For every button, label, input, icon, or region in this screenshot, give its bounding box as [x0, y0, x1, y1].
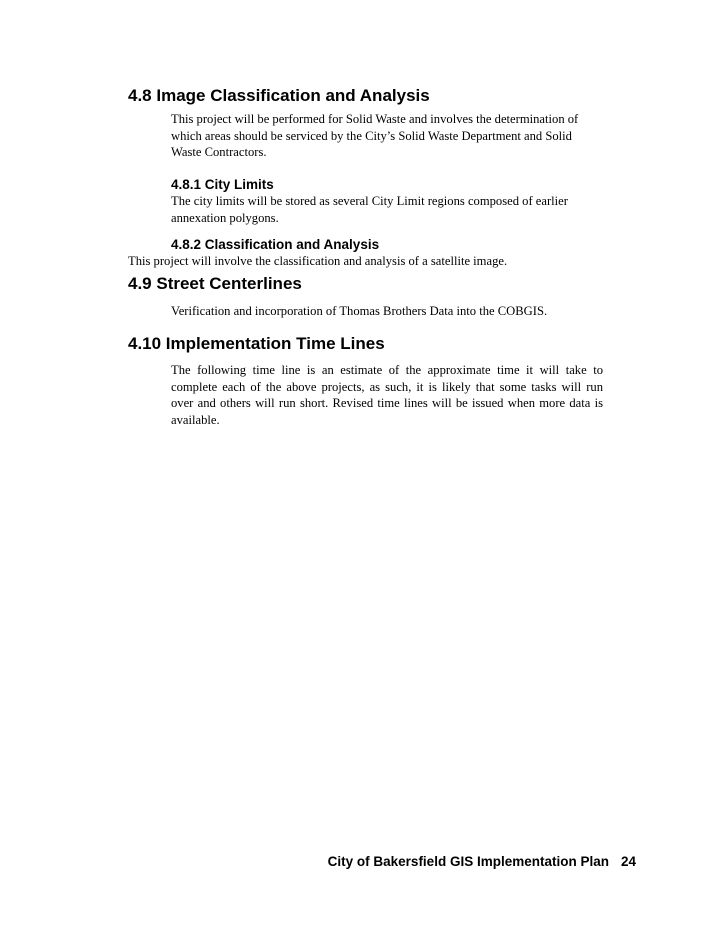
paragraph-line: This project will be performed for Solid Waste and involves the determination of: [171, 112, 579, 126]
paragraph-line: over and others will run short. Revised time lines will be issued when more data is: [171, 396, 603, 410]
paragraph-4-8-1: [171, 193, 603, 226]
page-footer: [328, 853, 636, 870]
page-number: 24: [620, 854, 636, 869]
paragraph-line: available.: [171, 412, 220, 427]
paragraph-line: The city limits will be stored as several City Limit regions composed of earlier: [171, 194, 568, 208]
paragraph-line: The following time line is an estimate of the approximate time it will take to: [171, 363, 603, 377]
paragraph-line: Waste Contractors.: [171, 145, 267, 159]
paragraph-line: which areas should be serviced by the City’s Solid Waste Department and Solid: [171, 128, 572, 143]
heading-4-8-2: 4.8.2 Classification and Analysis: [171, 237, 380, 252]
paragraph-line: annexation polygons.: [171, 210, 279, 225]
paragraph-4-10: [171, 362, 603, 428]
paragraph-line: complete each of the above projects, as such, it is likely that some tasks will run: [171, 379, 603, 394]
footer-title: City of Bakersfield GIS Implementation Plan: [327, 854, 609, 869]
paragraph-line: This project will involve the classification and analysis of a satellite image.: [128, 254, 508, 268]
heading-4-8-1: 4.8.1 City Limits: [171, 177, 274, 192]
heading-4-9: 4.9 Street Centerlines: [128, 274, 302, 293]
heading-4-8: 4.8 Image Classification and Analysis: [128, 86, 430, 105]
paragraph-4-8: [171, 111, 603, 161]
paragraph-4-9: [171, 303, 603, 320]
paragraph-line: Verification and incorporation of Thomas Brothers Data into the COBGIS.: [171, 304, 548, 318]
paragraph-4-8-2: [128, 253, 603, 270]
heading-4-10: 4.10 Implementation Time Lines: [128, 334, 385, 353]
